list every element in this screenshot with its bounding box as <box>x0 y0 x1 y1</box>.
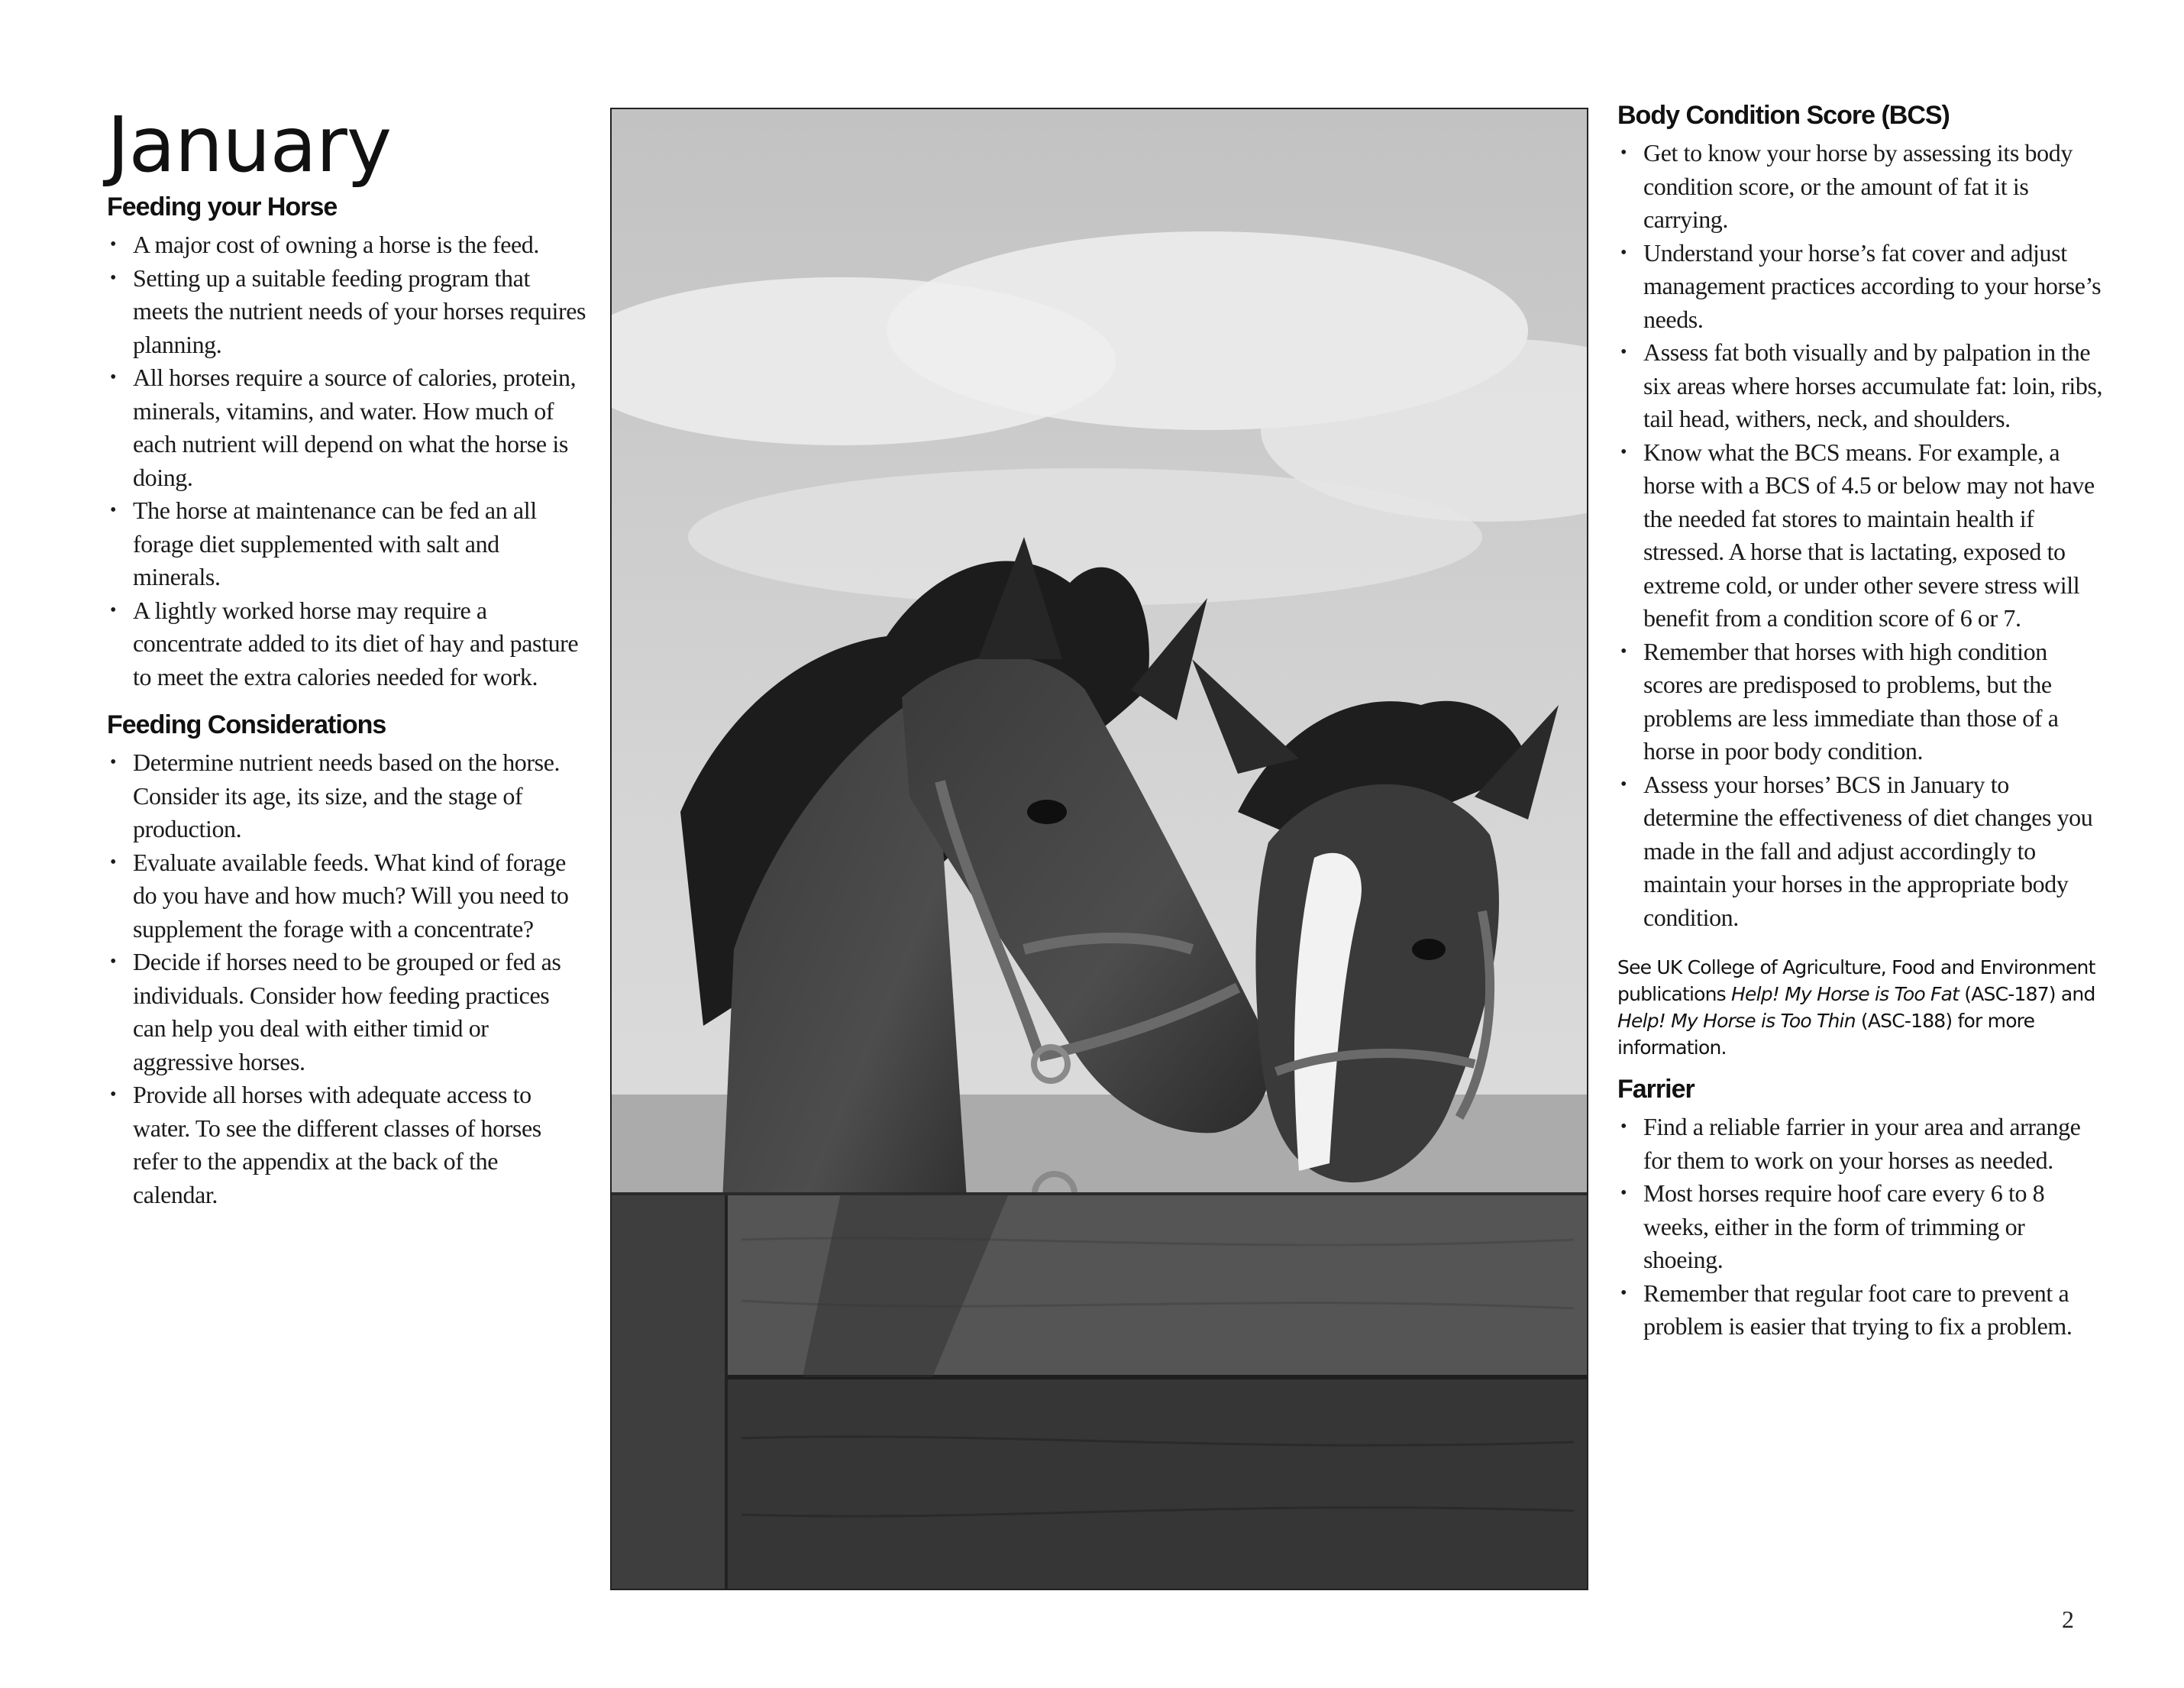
bullet-icon: • <box>110 752 117 772</box>
bullet-icon: • <box>110 234 117 254</box>
list-item: • Provide all horses with adequate access to water. To see the different classes of horses refer to the appendix at the back of the calendar. <box>107 1078 588 1211</box>
list-item: • Know what the BCS means. For example, a horse with a BCS of 4.5 or below may not have the needed fat stores to maintain health if stressed. A horse that is lactating, exposed to extreme cold, or under other severe stress will benefit from a condition score of 6 or 7. <box>1617 436 2106 635</box>
list-item: • Determine nutrient needs based on the horse. Consider its age, its size, and the stage of production. <box>107 746 588 846</box>
bullet-icon: • <box>110 600 117 620</box>
list-item: • Decide if horses need to be grouped or fed as individuals. Consider how feeding practices can help you deal with either timid or aggressive horses. <box>107 946 588 1078</box>
bullet-icon: • <box>110 852 117 872</box>
horse-photo <box>610 108 1588 1590</box>
list-item: • A lightly worked horse may require a concentrate added to its diet of hay and pasture to meet the extra calories needed for work. <box>107 594 588 694</box>
bullet-icon: • <box>1620 774 1627 794</box>
section-heading-farrier: Farrier <box>1617 1075 1695 1104</box>
list-item: • Remember that horses with high condition scores are predisposed to problems, but the problems are less immediate than those of a horse in poor body condition. <box>1617 635 2106 768</box>
publications-note: See UK College of Agriculture, Food and Environment publications Help! My Horse is Too Fat (ASC-187) and Help! My Horse is Too Thin (ASC-188) for more information. <box>1617 956 2095 1059</box>
publication-title-fat: Help! My Horse is Too Fat <box>1731 983 1959 1005</box>
section-heading-considerations: Feeding Considerations <box>107 710 386 739</box>
bullet-icon: • <box>1620 242 1627 263</box>
list-item: • All horses require a source of calories, protein, minerals, vitamins, and water. How much of each nutrient will depend on what the horse is doing. <box>107 361 588 494</box>
farrier-list <box>1617 1111 2106 1344</box>
horse-photo-icon <box>612 109 1587 1589</box>
publication-title-thin: Help! My Horse is Too Thin <box>1617 1010 1856 1032</box>
list-item: • Setting up a suitable feeding program that meets the nutrient needs of your horses requires planning. <box>107 262 588 362</box>
right-column <box>1617 101 2106 1344</box>
bullet-icon: • <box>1620 143 1627 163</box>
bullet-icon: • <box>1620 641 1627 661</box>
list-item: • Assess fat both visually and by palpation in the six areas where horses accumulate fat: loin, ribs, tail head, withers, neck, and shoulders. <box>1617 336 2106 436</box>
page-number: 2 <box>2062 1606 2074 1633</box>
section-heading-bcs: Body Condition Score (BCS) <box>1617 101 1950 130</box>
bullet-icon: • <box>1620 441 1627 462</box>
bullet-icon: • <box>110 367 117 387</box>
list-item: • The horse at maintenance can be fed an all forage diet supplemented with salt and minerals. <box>107 494 588 594</box>
bullet-icon: • <box>110 1085 117 1104</box>
list-item: • Get to know your horse by assessing its body condition score, or the amount of fat it is carrying. <box>1617 137 2106 237</box>
bcs-list <box>1617 137 2106 934</box>
bullet-icon: • <box>1620 1117 1627 1137</box>
section-heading-feeding: Feeding your Horse <box>107 192 338 222</box>
list-item: • Remember that regular foot care to prevent a problem is easier that trying to fix a problem. <box>1617 1277 2106 1344</box>
list-item: • Assess your horses’ BCS in January to determine the effectiveness of diet changes you made in the fall and adjust accordingly to maintain your horses in the appropriate body condition. <box>1617 768 2106 935</box>
page-title: January <box>107 100 392 189</box>
left-column <box>107 101 588 1211</box>
considerations-list <box>107 746 588 1211</box>
list-item: • Evaluate available feeds. What kind of forage do you have and how much? Will you need to supplement the forage with a concentrate? <box>107 846 588 946</box>
bullet-icon: • <box>1620 1282 1627 1303</box>
bullet-icon: • <box>110 267 117 288</box>
bullet-icon: • <box>1620 1183 1627 1203</box>
bullet-icon: • <box>1620 342 1627 362</box>
bullet-icon: • <box>110 500 117 520</box>
list-item: • Most horses require hoof care every 6 to 8 weeks, either in the form of trimming or shoeing. <box>1617 1177 2106 1277</box>
bullet-icon: • <box>110 952 117 972</box>
list-item: • A major cost of owning a horse is the feed. <box>107 228 588 262</box>
list-item: • Understand your horse’s fat cover and adjust management practices according to your horse’s needs. <box>1617 237 2106 337</box>
feeding-list <box>107 228 588 694</box>
list-item: • Find a reliable farrier in your area and arrange for them to work on your horses as needed. <box>1617 1111 2106 1177</box>
